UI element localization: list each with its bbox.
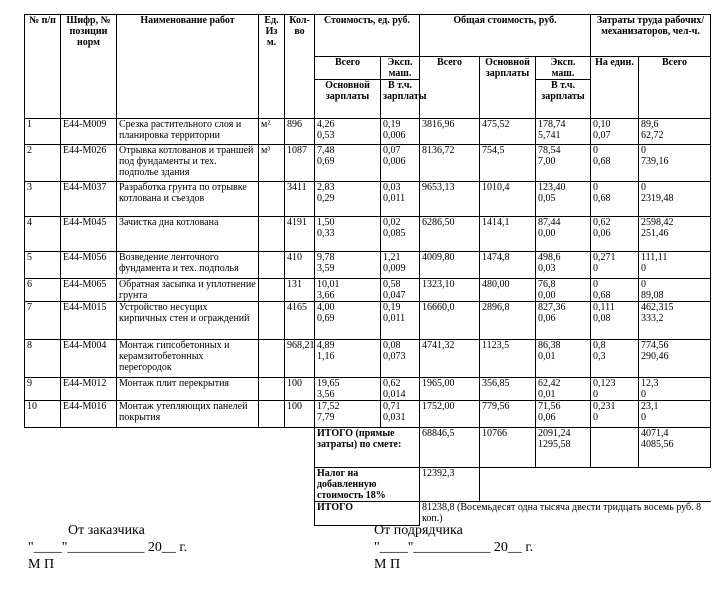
row-labor-all: 23,1 0 (639, 401, 711, 428)
row-labor-all: 0 2319,48 (639, 182, 711, 217)
row-qty: 100 (285, 378, 315, 401)
row-code: Е44-М009 (61, 119, 117, 145)
row-unit-cost: 4,89 1,16 (315, 340, 381, 378)
row-unit (259, 217, 285, 252)
row-total: 16660,0 (420, 302, 480, 340)
row-base: 1414,1 (480, 217, 536, 252)
row-mach: 62,42 0,01 (536, 378, 591, 401)
row-base: 2896,8 (480, 302, 536, 340)
row-name: Монтаж гипсобетонных и керамзитобетонных перегородок (117, 340, 259, 378)
final-value: 81238,8 (Восемьдесят одна тысяча двести тридцать восемь руб. 8 коп.) (420, 502, 711, 526)
totals-labor: 4071,4 4085,56 (639, 428, 711, 468)
header-total-cost: Общая стоимость, руб. (420, 15, 591, 57)
header-lab-unit: На един. (591, 57, 639, 119)
final-label: ИТОГО (315, 502, 420, 526)
header-unit: Ед. Из м. (259, 15, 285, 119)
row-mach: 827,36 0,06 (536, 302, 591, 340)
row-base: 1123,5 (480, 340, 536, 378)
row-base: 1474,8 (480, 252, 536, 279)
header-tc-all: Всего (420, 57, 480, 119)
header-num: № п/п (25, 15, 61, 119)
row-total: 1752,00 (420, 401, 480, 428)
row-labor-all: 111,11 0 (639, 252, 711, 279)
header-uc-incl: В т.ч. зарплаты (381, 80, 420, 119)
row-unit (259, 279, 285, 302)
row-qty: 4191 (285, 217, 315, 252)
header-unit-cost: Стоимость, ед. руб. (315, 15, 420, 57)
row-total: 4741,32 (420, 340, 480, 378)
row-name: Устройство несущих кирпичных стен и ограждений (117, 302, 259, 340)
row-base: 754,5 (480, 145, 536, 182)
row-labor-all: 0 739,16 (639, 145, 711, 182)
row-unit-cost: 10,01 3,66 (315, 279, 381, 302)
row-labor-unit: 0 0,68 (591, 145, 639, 182)
row-unit-cost: 2,83 0,29 (315, 182, 381, 217)
row-code: Е44-М012 (61, 378, 117, 401)
row-unit-mach: 1,21 0,009 (381, 252, 420, 279)
customer-signature (28, 522, 187, 573)
row-unit (259, 378, 285, 401)
row-labor-all: 0 89,08 (639, 279, 711, 302)
row-num: 10 (25, 401, 61, 428)
row-total: 1323,10 (420, 279, 480, 302)
header-tc-base: Основной зарплаты (480, 57, 536, 119)
table-row (25, 252, 711, 279)
row-labor-all: 774,56 290,46 (639, 340, 711, 378)
row-base: 1010,4 (480, 182, 536, 217)
row-unit: м² (259, 119, 285, 145)
estimate-table (24, 14, 711, 526)
row-name: Обратная засыпка и уплотнение грунта (117, 279, 259, 302)
row-unit (259, 252, 285, 279)
row-qty: 100 (285, 401, 315, 428)
header-name: Наименование работ (117, 15, 259, 119)
row-qty: 3411 (285, 182, 315, 217)
row-unit-mach: 0,08 0,073 (381, 340, 420, 378)
row-code: Е44-М026 (61, 145, 117, 182)
row-num: 3 (25, 182, 61, 217)
row-labor-unit: 0,8 0,3 (591, 340, 639, 378)
row-total: 6286,50 (420, 217, 480, 252)
row-labor-all: 462,315 333,2 (639, 302, 711, 340)
row-mach: 178,74 5,741 (536, 119, 591, 145)
row-code: Е44-М016 (61, 401, 117, 428)
row-labor-unit: 0 0,68 (591, 279, 639, 302)
row-unit-mach: 0,58 0,047 (381, 279, 420, 302)
row-unit (259, 182, 285, 217)
row-unit-mach: 0,03 0,011 (381, 182, 420, 217)
row-num: 9 (25, 378, 61, 401)
row-mach: 87,44 0,00 (536, 217, 591, 252)
header-labor: Затраты труда рабочих/механизаторов, чел-ч. (591, 15, 711, 57)
vat-label: Налог на добавленную стоимость 18% (315, 468, 420, 502)
row-mach: 76,8 0,00 (536, 279, 591, 302)
row-unit-mach: 0,19 0,011 (381, 302, 420, 340)
row-labor-all: 2598,42 251,46 (639, 217, 711, 252)
header-uc-base: Основной зарплаты (315, 80, 381, 119)
row-total: 8136,72 (420, 145, 480, 182)
row-base: 356,85 (480, 378, 536, 401)
table-row (25, 279, 711, 302)
table-row (25, 302, 711, 340)
row-unit-cost: 7,48 0,69 (315, 145, 381, 182)
row-code: Е44-М037 (61, 182, 117, 217)
row-num: 4 (25, 217, 61, 252)
table-row (25, 378, 711, 401)
table-row (25, 217, 711, 252)
row-qty: 896 (285, 119, 315, 145)
totals-base: 10766 (480, 428, 536, 468)
row-mach: 498,6 0,03 (536, 252, 591, 279)
row-labor-unit: 0,271 0 (591, 252, 639, 279)
contractor-signature (374, 522, 533, 573)
table-row (25, 340, 711, 378)
contractor-date-line: "____"___________ 20__ г. (374, 540, 534, 555)
row-unit-cost: 4,26 0,53 (315, 119, 381, 145)
row-unit-mach: 0,19 0,006 (381, 119, 420, 145)
row-mach: 71,56 0,06 (536, 401, 591, 428)
totals-total: 68846,5 (420, 428, 480, 468)
row-mach: 86,38 0,01 (536, 340, 591, 378)
row-total: 9653,13 (420, 182, 480, 217)
row-qty: 1087 (285, 145, 315, 182)
row-labor-unit: 0,111 0,08 (591, 302, 639, 340)
contractor-stamp: М П (374, 557, 401, 572)
row-qty: 410 (285, 252, 315, 279)
row-unit-mach: 0,71 0,031 (381, 401, 420, 428)
row-base: 475,52 (480, 119, 536, 145)
row-total: 3816,96 (420, 119, 480, 145)
row-base: 480,00 (480, 279, 536, 302)
row-num: 2 (25, 145, 61, 182)
row-labor-all: 12,3 0 (639, 378, 711, 401)
header-tc-mach: Эксп. маш. (536, 57, 591, 80)
row-unit-cost: 9,78 3,59 (315, 252, 381, 279)
row-unit-mach: 0,02 0,085 (381, 217, 420, 252)
table-row (25, 401, 711, 428)
row-labor-unit: 0,62 0,06 (591, 217, 639, 252)
totals-mach: 2091,24 1295,58 (536, 428, 591, 468)
row-unit-cost: 19,65 3,56 (315, 378, 381, 401)
header-code: Шифр, № позиции норм (61, 15, 117, 119)
row-qty: 131 (285, 279, 315, 302)
row-unit (259, 401, 285, 428)
row-labor-unit: 0,10 0,07 (591, 119, 639, 145)
row-code: Е44-М004 (61, 340, 117, 378)
row-qty: 968,21 (285, 340, 315, 378)
totals-label: ИТОГО (прямые затраты) по смете: (315, 428, 420, 468)
table-row (25, 182, 711, 217)
contractor-title: От подрядчика (374, 523, 463, 538)
row-unit (259, 340, 285, 378)
row-unit-mach: 0,07 0,006 (381, 145, 420, 182)
table-row (25, 145, 711, 182)
row-name: Отрывка котлованов и траншей под фундаменты и тех. подполье здания (117, 145, 259, 182)
row-unit-mach: 0,62 0,014 (381, 378, 420, 401)
row-name: Монтаж утепляющих панелей покрытия (117, 401, 259, 428)
row-unit-cost: 1,50 0,33 (315, 217, 381, 252)
row-num: 7 (25, 302, 61, 340)
row-num: 6 (25, 279, 61, 302)
row-labor-unit: 0 0,68 (591, 182, 639, 217)
row-unit: м³ (259, 145, 285, 182)
vat-value: 12392,3 (420, 468, 480, 502)
row-mach: 78,54 7,00 (536, 145, 591, 182)
row-unit-cost: 17,52 7,79 (315, 401, 381, 428)
row-unit-cost: 4,00 0,69 (315, 302, 381, 340)
row-qty: 4165 (285, 302, 315, 340)
row-total: 4009,80 (420, 252, 480, 279)
header-qty: Кол-во (285, 15, 315, 119)
header-uc-all: Всего (315, 57, 381, 80)
row-base: 779,56 (480, 401, 536, 428)
row-name: Разработка грунта по отрывке котлована и съездов (117, 182, 259, 217)
row-name: Зачистка дна котлована (117, 217, 259, 252)
header-tc-incl: В т.ч. зарплаты (536, 80, 591, 119)
row-code: Е44-М045 (61, 217, 117, 252)
row-num: 8 (25, 340, 61, 378)
header-lab-all: Всего (639, 57, 711, 119)
row-total: 1965,00 (420, 378, 480, 401)
header-uc-mach: Эксп. маш. (381, 57, 420, 80)
table-row (25, 119, 711, 145)
row-name: Возведение ленточного фундамента и тех. подполья (117, 252, 259, 279)
row-code: Е44-М065 (61, 279, 117, 302)
row-labor-unit: 0,231 0 (591, 401, 639, 428)
row-unit (259, 302, 285, 340)
customer-stamp: М П (28, 557, 55, 572)
row-num: 5 (25, 252, 61, 279)
row-labor-all: 89,6 62,72 (639, 119, 711, 145)
row-code: Е44-М015 (61, 302, 117, 340)
customer-title: От заказчика (68, 523, 145, 538)
row-code: Е44-М056 (61, 252, 117, 279)
customer-date-line: "____"___________ 20__ г. (28, 540, 188, 555)
row-num: 1 (25, 119, 61, 145)
row-labor-unit: 0,123 0 (591, 378, 639, 401)
row-mach: 123,40 0,05 (536, 182, 591, 217)
row-name: Монтаж плит перекрытия (117, 378, 259, 401)
row-name: Срезка растительного слоя и планировка территории (117, 119, 259, 145)
